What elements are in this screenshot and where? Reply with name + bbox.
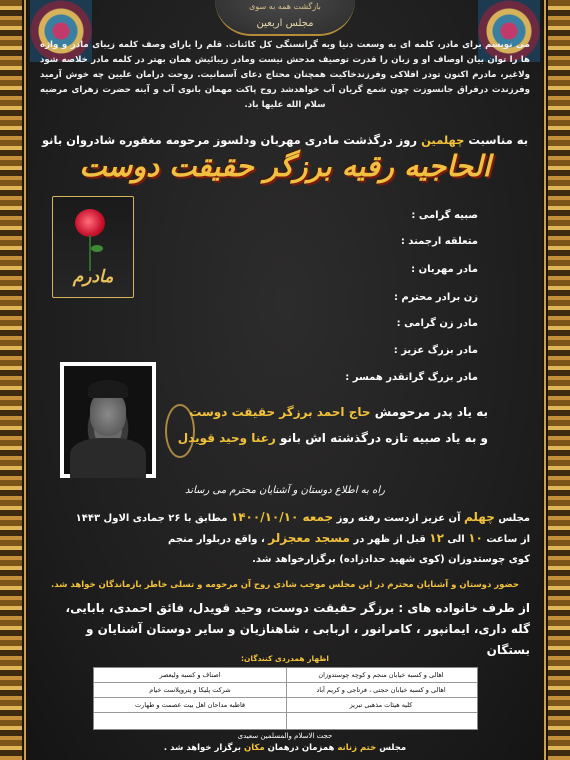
occasion-rest: روز درگذشت مادری مهربان ودلسوز مرحومه مغفوره شادروان بانو <box>41 133 418 147</box>
relatives-notice: راه به اطلاع دوستان و آشنایان محترم می رساند <box>185 485 385 496</box>
memorial-line-2 <box>178 431 488 445</box>
ann-word: آن عزیز ازدست رفته روز <box>336 513 461 524</box>
ann-date: جمعه ۱۴۰۰/۱۰/۱۰ <box>230 510 334 524</box>
ann-lunar-date: مطابق با ۲۶ جمادی الاول ۱۴۴۳ <box>75 513 228 524</box>
condolence-table <box>93 667 478 730</box>
relation-item: متعلقه ارجمند : <box>400 236 478 247</box>
intro-paragraph: می نویسم برای مادر، کلمه ای به وسعت دنیا وبه گرانسنگی کل کائنات. قلم را یارای وصف کلمه زیبای مادر و واژه ها را توان بیان اوصاف او و زبان را قدرت توصیف مدحش نیست ومادر زیبائیش همان بهتر در کلمه مادر خلاصه شود ولاغیر، مادرم اکنون تودر افلاکی وفرزندخاکیت همچنان محتاج دعای آسمانیت. روحت درامان علیین چه خوش آرمید وفرزندت درفراق جانسوزت چون شمع گریان آب خواهدشد روح پاکت مهمان بانوی آب و آینه حضرت زهرای مرضیه سلام الله علیها باد. <box>40 40 530 110</box>
occasion-highlight: چهلمین <box>421 133 465 147</box>
photo-hat <box>88 380 128 398</box>
announcement-line-3: کوی چوستدوزان (کوی شهید حدادزاده) برگزارخواهد شد. <box>252 554 530 565</box>
right-ornamental-border <box>548 0 570 760</box>
deceased-father-photo <box>60 362 156 478</box>
rose-flower <box>75 209 105 237</box>
memorial-name-2: رعنا وحید قویدل <box>177 431 276 445</box>
announcement-line-1 <box>40 510 530 524</box>
condolence-cell: اصناف و کسبه ولیعصر <box>94 668 286 683</box>
photo-face <box>90 392 126 436</box>
rose-leaf <box>91 245 103 252</box>
condolence-cell: قاطبه مداحان اهل بیت عصمت و طهارت <box>94 698 286 713</box>
final-word: همزمان درهمان <box>267 743 335 753</box>
ann-highlight: چهلم <box>464 510 495 524</box>
ann-word: از ساعت <box>486 534 530 545</box>
rose-image <box>52 196 134 298</box>
occasion-line <box>0 133 570 147</box>
ann-word: الی <box>447 534 465 545</box>
ann-venue: مسجد معجزلر <box>268 531 350 545</box>
relation-item: مادر مهربان : <box>411 264 478 275</box>
memorial-name-1: حاج احمد برزگر حقیقت دوست <box>189 405 371 419</box>
deceased-name: الحاجیه رقیه برزگر حقیقت دوست <box>79 149 491 183</box>
condolence-title: اظهار همدردی کنندگان: <box>241 654 329 663</box>
ann-hour-to: ۱۲ <box>429 531 444 545</box>
occasion-prefix: به مناسبت <box>468 133 529 147</box>
ann-location: ، واقع دربلوار منجم <box>168 534 265 545</box>
rose-stem <box>89 235 91 271</box>
final-highlight: مکان <box>243 743 265 753</box>
memorial-prefix-1: به یاد پدر مرحومش <box>374 405 488 419</box>
photo-body <box>70 438 146 478</box>
attendance-note: حضور دوستان و آشنایان محترم در این مجلس موجب شادی روح آن مرحومه و تسلی خاطر بازماندگان خواهد شد. <box>50 580 520 590</box>
cleric-line: حجت الاسلام والمسلمین سعیدی <box>237 732 333 740</box>
ann-word: قبل از ظهر در <box>353 534 426 545</box>
memorial-prefix-2: و به یاد صبیه تازه درگذشته اش بانو <box>280 431 488 445</box>
condolence-cell: اهالی و کسبه خیابان حجتی ، فرتاجی و کریم آباد <box>285 683 477 698</box>
ribbon-text: بازگشت همه به سوی <box>249 2 321 11</box>
ann-word: مجلس <box>498 513 530 524</box>
final-highlight: ختم زنانه <box>337 743 377 753</box>
relation-item: مادر زن گرامی : <box>396 318 478 329</box>
memorial-line-1 <box>189 405 488 419</box>
relation-item: مادر بزرگ گرانقدر همسر : <box>345 372 478 383</box>
condolence-cell: شرکت پلیکا و پتروپلاست خیام <box>94 683 286 698</box>
announcement-line-2 <box>40 531 530 545</box>
families-line-1: از طرف خانواده های : برزگر حقیقت دوست، وحید قویدل، فائق احمدی، بابایی، <box>65 601 530 615</box>
rose-label: مادرم <box>72 267 114 287</box>
relation-item: زن برادر محترم : <box>393 292 478 303</box>
ann-hour-from: ۱۰ <box>468 531 483 545</box>
womens-ceremony-line <box>0 743 570 753</box>
relation-item: مادر بزرگ عزیز : <box>393 345 478 356</box>
final-word: برگزار خواهد شد . <box>163 743 241 753</box>
condolence-cell: کلیه هیئات مذهبی تبریز <box>285 698 477 713</box>
final-word: مجلس <box>379 743 407 753</box>
page-subtitle: مجلس اربعین <box>256 18 314 29</box>
left-ornamental-border <box>0 0 22 760</box>
families-line-2: گله داری، ایمانپور ، کامرانور ، اربابی ، شاهنازیان و سایر دوستان آشنایان و بستگان <box>85 622 530 657</box>
relation-item: صبیه گرامی : <box>411 210 478 221</box>
condolence-cell: اهالی و کسبه خیابان منجم و کوچه چوستدوزان <box>285 668 477 683</box>
